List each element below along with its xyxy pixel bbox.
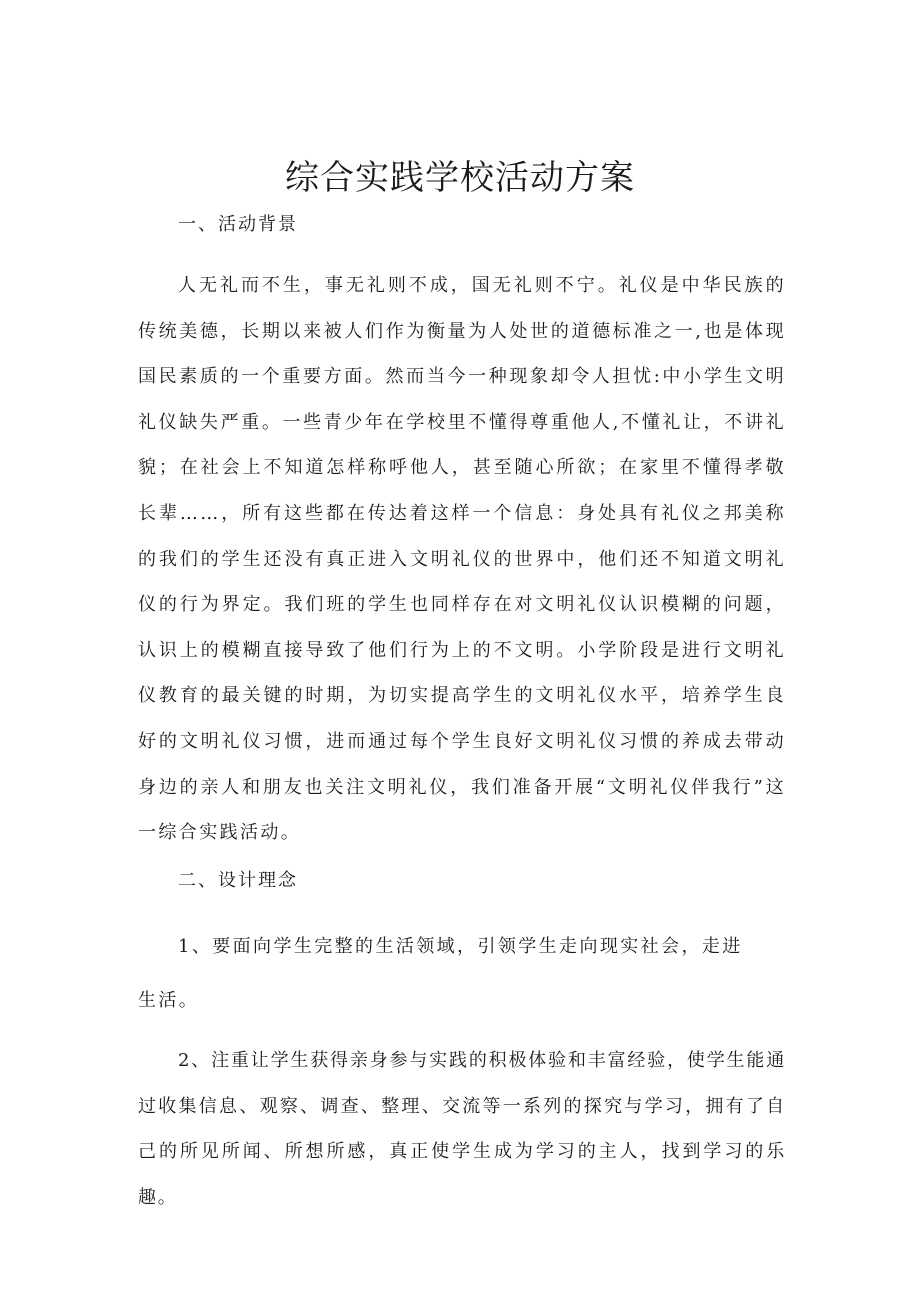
section-heading-background: 一、活动背景 <box>178 214 298 235</box>
background-paragraph: 人无礼而不生，事无礼则不成，国无礼则不宁。礼仪是中华民族的传统美德，长期以来被人们作为衡量为人处世的道德标准之一,也是体现国民素质的一个重要方面。然而当今一种现象却令人担忧:中小学生文明礼仪缺失严重。一些青少年在学校里不懂得尊重他人,不懂礼让，不讲礼貌；在社会上不知道怎样称呼他人，甚至随心所欲；在家里不懂得孝敬长辈……，所有这些都在传达着这样一个信息：身处具有礼仪之邦美称的我们的学生还没有真正进入文明礼仪的世界中，他们还不知道文明礼仪的行为界定。我们班的学生也同样存在对文明礼仪认识模糊的问题，认识上的模糊直接导致了他们行为上的不文明。小学阶段是进行文明礼仪教育的最关键的时期，为切实提高学生的文明礼仪水平，培养学生良好的文明礼仪习惯，进而通过每个学生良好文明礼仪习惯的养成去带动身边的亲人和朋友也关注文明礼仪，我们准备开展“文明礼仪伴我行”这一综合实践活动。 <box>138 275 786 844</box>
section-heading-design-concept: 二、设计理念 <box>178 870 298 891</box>
design-item-1-line-2: 生活。 <box>138 990 200 1011</box>
document-title: 综合实践学校活动方案 <box>285 158 635 198</box>
design-item-2-paragraph: 2、注重让学生获得亲身参与实践的积极体验和丰富经验，使学生能通过收集信息、观察、调查、整理、交流等一系列的探究与学习，拥有了自己的所见所闻、所想所感，真正使学生成为学习的主人，找到学习的乐趣。 <box>138 1050 786 1208</box>
design-item-1-line-1: 1、要面向学生完整的生活领域，引领学生走向现实社会，走进 <box>178 936 743 957</box>
